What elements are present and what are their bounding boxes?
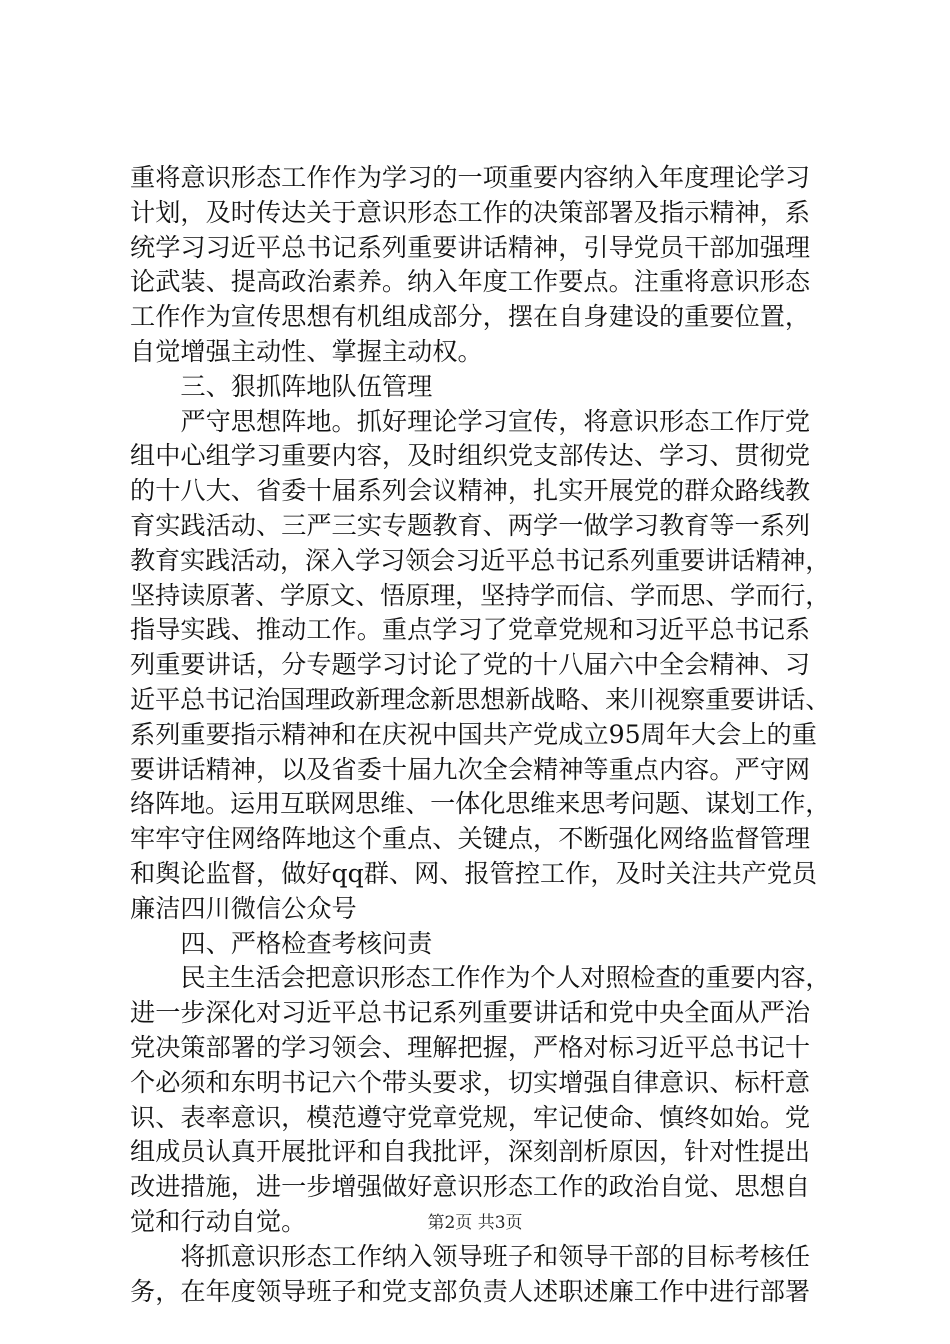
text-line: 务，在年度领导班子和党支部负责人述职述廉工作中进行部署 [130,1276,811,1306]
paragraph-start-line: 三、狠抓阵地队伍管理 [180,371,433,401]
text-line: 系列重要指示精神和在庆祝中国共产党成立95周年大会上的重 [130,719,817,749]
text-line: 统学习习近平总书记系列重要讲话精神，引导党员干部加强理 [130,232,811,262]
text-line: 育实践活动、三严三实专题教育、两学一做学习教育等一系列 [130,510,811,540]
text-line: 指导实践、推动工作。重点学习了党章党规和习近平总书记系 [130,615,811,645]
text-line: 列重要讲话，分专题学习讨论了党的十八届六中全会精神、习 [130,650,811,680]
text-line: 工作作为宣传思想有机组成部分，摆在自身建设的重要位置， [130,302,811,332]
text-line: 计划，及时传达关于意识形态工作的决策部署及指示精神，系 [130,197,811,227]
paragraph-start-line: 严守思想阵地。抓好理论学习宣传，将意识形态工作厅党 [180,406,811,436]
text-line: 和舆论监督，做好qq群、网、报管控工作，及时关注共产党员 [130,858,818,888]
text-line: 的十八大、省委十届系列会议精神，扎实开展党的群众路线教 [130,476,811,506]
text-line: 进一步深化对习近平总书记系列重要讲话和党中央全面从严治 [130,998,811,1028]
text-line: 觉和行动自觉。 [130,1206,307,1236]
document-body [130,161,830,1309]
text-line: 坚持读原著、学原文、悟原理，坚持学而信、学而思、学而行， [130,580,831,610]
text-line: 自觉增强主动性、掌握主动权。 [130,336,483,366]
text-line: 党决策部署的学习领会、理解把握，严格对标习近平总书记十 [130,1032,811,1062]
text-line: 重将意识形态工作作为学习的一项重要内容纳入年度理论学习 [130,163,811,192]
text-line: 论武装、提高政治素养。纳入年度工作要点。注重将意识形态 [130,267,811,297]
text-line: 廉洁四川微信公众号 [130,893,357,923]
page-footer: 第2页 共3页 [427,1213,523,1233]
text-line: 识、表率意识，模范遵守党章党规，牢记使命、慎终如始。党 [130,1102,811,1132]
text-line: 教育实践活动，深入学习领会习近平总书记系列重要讲话精神， [130,545,831,575]
paragraph-start-line: 民主生活会把意识形态工作作为个人对照检查的重要内容， [180,963,831,993]
text-line: 个必须和东明书记六个带头要求，切实增强自律意识、标杆意 [130,1067,811,1097]
text-line: 近平总书记治国理政新理念新思想新战略、来川视察重要讲话、 [130,684,831,714]
text-line: 络阵地。运用互联网思维、一体化思维来思考问题、谋划工作， [130,789,831,819]
text-line: 组中心组学习重要内容，及时组织党支部传达、学习、贯彻党 [130,441,811,471]
text-line: 牢牢守住网络阵地这个重点、关键点，不断强化网络监督管理 [130,824,811,854]
paragraph-start-line: 将抓意识形态工作纳入领导班子和领导干部的目标考核任 [180,1241,811,1271]
paragraph-start-line: 四、严格检查考核问责 [180,928,433,958]
text-line: 改进措施，进一步增强做好意识形态工作的政治自觉、思想自 [130,1172,811,1202]
text-line: 组成员认真开展批评和自我批评，深刻剖析原因，针对性提出 [130,1137,811,1167]
text-line: 要讲话精神，以及省委十届九次全会精神等重点内容。严守网 [130,754,811,784]
